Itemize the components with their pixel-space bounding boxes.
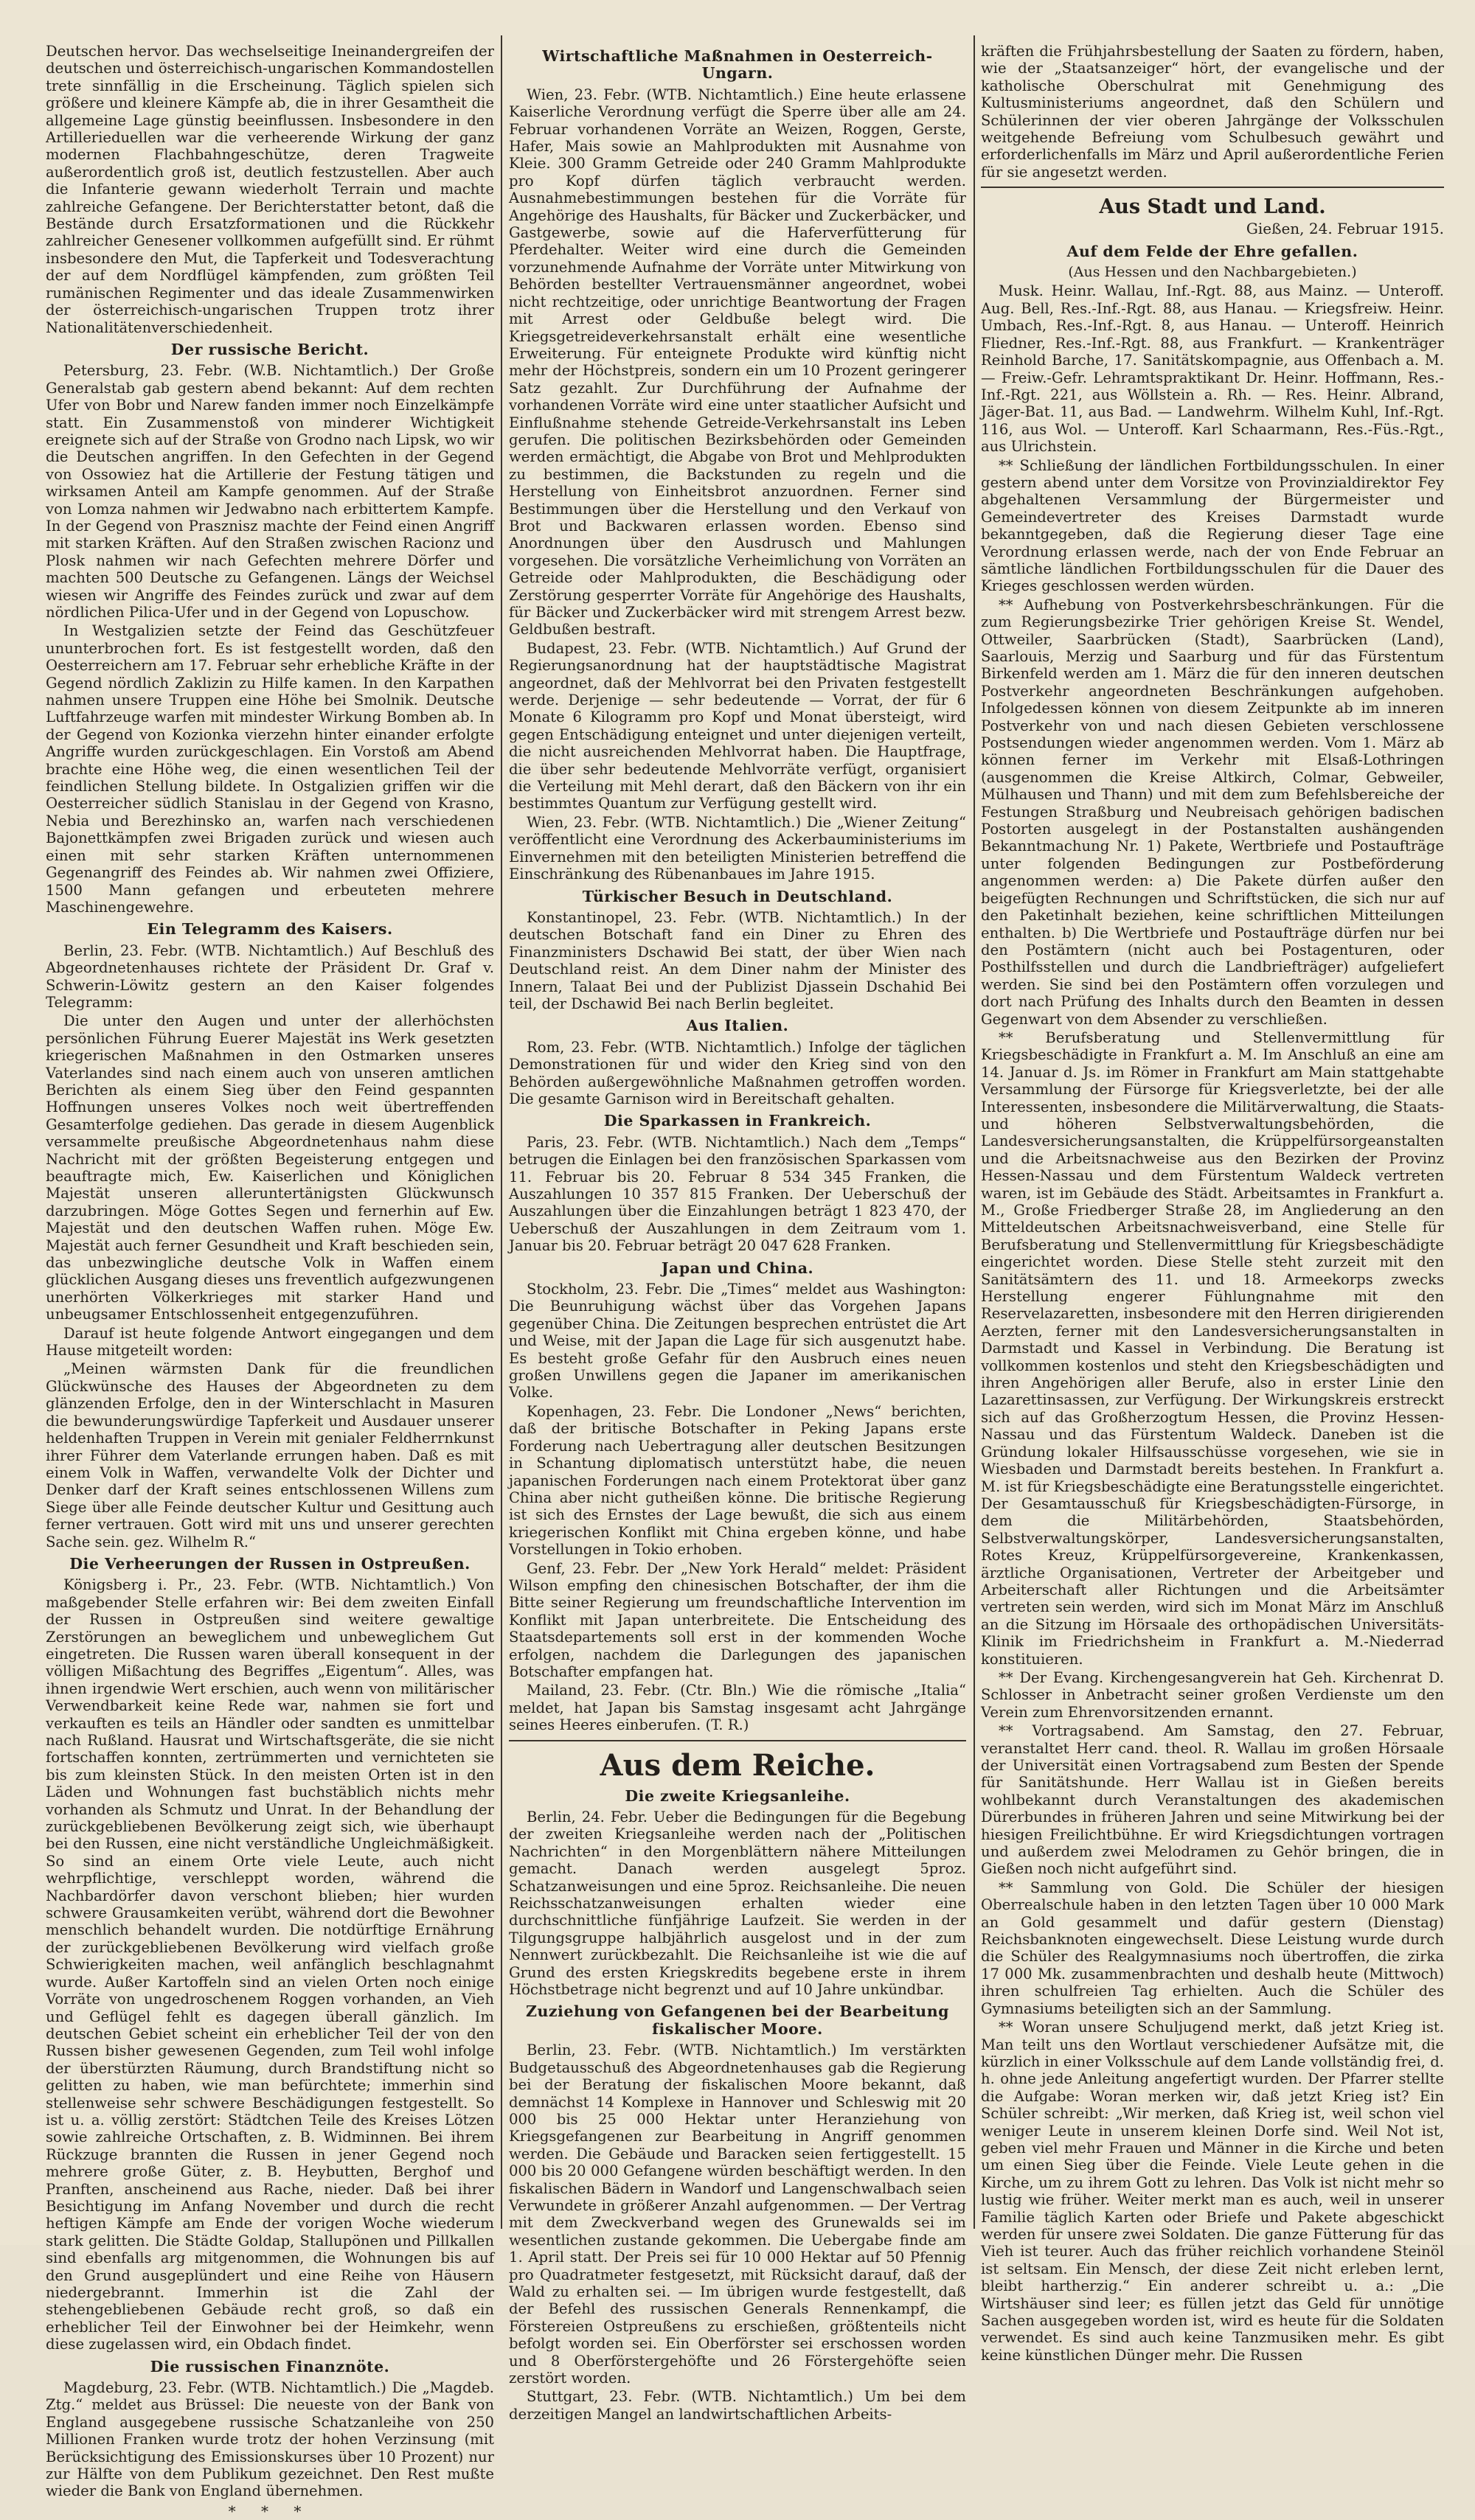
article-paragraph: Wien, 23. Febr. (WTB. Nichtamtlich.) Eine heute erlassene Kaiserliche Verordnung verfügt die Sperre über alle am 24. Februar vorhandenen Vorräte an Weizen, Roggen, Gerste, Hafer, Mais sowie an Mahlprodukten mit Ausnahme von Kleie. 300 Gramm Getreide oder 240 Gramm Mahlprodukte pro Kopf dürfen täglich verbraucht werden. Ausnahmebestimmungen bestehen für die Vorräte für Angehörige des Haushalts, für Bäcker und Zuckerbäcker, und Gastgewerbe, sowie auf die Haferverfütterung für Pferdehalter. Weiter wird eine durch die Gemeinden vorzunehmende Aufnahme der Vorräte unter Mitwirkung von Behörden bestellter Vertrauensmänner angeordnet, wobei nicht rechtzeitige, oder unrichtige Beantwortung der Fragen mit Arrest oder Geldbuße belegt wird. Die Kriegsgetreideverkehrsanstalt erhält eine wesentliche Erweiterung. Für enteignete Produkte wird künftig nicht mehr der Höchstpreis, sondern ein um 10 Prozent geringerer Satz gezahlt. Zur Durchführung der Aufnahme der vorhandenen Vorräte wird eine unter staatlicher Aufsicht und Einflußnahme stehende Getreide-Verkehrsanstalt ins Leben gerufen. Die politischen Bezirksbehörden oder Gemeinden werden ermächtigt, die Abgabe von Brot und Mehlprodukten zu bestimmen, die Backstunden zu regeln und die Herstellung von Einheitsbrot anzuordnen. Ferner sind Bestimmungen über die Herstellung und den Verkauf von Brot und Backwaren erlassen worden. Ebenso sind Anordnungen über den Ausdrusch und Mahlungen vorgesehen. Die vorsätzliche Verheimlichung von Vorräten an Getreide oder Mahlprodukten, die Beschädigung oder Zerstörung gesperrter Vorräte für Angehörige des Haushalts, für Bäcker und Zuckerbäcker wird mit strengem Arrest bezw. Geldbußen bestraft. [509,86,966,638]
article-heading: Japan und China. [661,1259,814,1277]
column-rule [974,35,975,2229]
article-paragraph: Darauf ist heute folgende Antwort eingegangen und dem Hause mitgeteilt worden: [46,1324,494,1360]
article-paragraph: Musk. Heinr. Wallau, Inf.-Rgt. 88, aus Mainz. — Unteroff. Aug. Bell, Res.-Inf.-Rgt. 88, aus Hanau. — Kriegsfreiw. Heinr. Umbach, Res.-Inf.-Rgt. 8, aus Hanau. — Unteroff. Heinrich Fliedner, Res.-Inf.-Rgt. 88, aus Frankfurt. — Krankenträger Reinhold Barche, 17. Sanitätskompagnie, aus Offenbach a. M. — Freiw.-Gefr. Lehramtspraktikant Dr. Heinr. Hoffmann, Res.-Inf.-Rgt. 221, aus Wöllstein a. Rh. — Res. Heinr. Albrand, Jäger-Bat. 11, aus Bad. — Landwehrm. Wilhelm Kuhl, Inf.-Rgt. 116, aus Wol. — Unteroff. Karl Schaarmann, Res.-Füs.-Rgt., aus Ulrichstein. [981,282,1444,456]
section-divider [981,187,1444,188]
article-paragraph: Wien, 23. Febr. (WTB. Nichtamtlich.) Die „Wiener Zeitung“ veröffentlicht eine Verordnung des Ackerbauministeriums im Einvernehmen mit den beteiligten Ministerien betreffend die Einschränkung des Rübenanbaues im Jahre 1915. [509,813,966,883]
column-2 [509,43,966,2423]
article-paragraph: In Westgalizien setzte der Feind das Geschützfeuer ununterbrochen fort. Es ist festgestellt worden, daß den Oesterreichern am 17. Februar sehr erhebliche Kräfte in der Gegend nördlich Zaklizin zu Hilfe kamen. In den Karpathen nahmen unsere Truppen eine Höhe bei Smolnik. Deutsche Luftfahrzeuge warfen mit mindester Wirkung Bomben ab. In der Gegend von Kozionka vierzehn hinter einander erfolgte Angriffe wurden zurückgeschlagen. Ein Vorstoß am Abend brachte eine Höhe weg, die einen wesentlichen Teil der feindlichen Stellung bildete. In Ostgalizien griffen wir die Oesterreicher südlich Stanislau in der Gegend von Krasno, Nebia und Berezhinsko an, warfen nach verschiedenen Bajonettkämpfen zwei Brigaden zurück und wiesen auch einen mit sehr starken Kräften unternommenen Gegenangriff des Feindes ab. Wir nahmen zwei Offiziere, 1500 Mann gefangen und erbeuteten mehrere Maschinengewehre. [46,622,494,916]
article-paragraph: ** Sammlung von Gold. Die Schüler der hiesigen Oberrealschule haben in den letzten Tagen über 10 000 Mark an Gold gesammelt und dafür gestern (Dienstag) Reichsbanknoten eingewechselt. Diese Leistung wurde durch die Schüler des Realgymnasiums noch übertroffen, die zirka 17 000 Mk. zusammenbrachten und deshalb heute (Mittwoch) ihren schulfreien Tag erhielten. Auch die Schüler des Gymnasiums beteiligten sich an der Sammlung. [981,1879,1444,2017]
article-paragraph: „Meinen wärmsten Dank für die freundlichen Glückwünsche des Hauses der Abgeordneten zu dem glänzenden Erfolge, den in der Winterschlacht in Masuren die bewunderungswürdige Tapferkeit und Ausdauer unserer heldenhaften Truppen in Verein mit genialer Feldherrnkunst ihrer Führer dem Vaterlande errungen haben. Daß es mit einem Volk in Waffen, verwandelte Volk der Dichter und Denker darf der Kraft seines entschlossenen Willens zum Siege über alle Feinde deutscher Kultur und Gesittung auch ferner vertrauen. Gott wird mit uns und unserer gerechten Sache sein. gez. Wilhelm R.“ [46,1360,494,1550]
article-paragraph: Mailand, 23. Febr. (Ctr. Bln.) Wie die römische „Italia“ meldet, hat Japan bis Samstag insgesamt acht Jahrgänge seines Heeres einberufen. (T. R.) [509,1682,966,1734]
column-3 [981,43,1444,2364]
article-paragraph: Stuttgart, 23. Febr. (WTB. Nichtamtlich.) Um bei dem derzeitigen Mangel an landwirtschaftlichen Arbeits- [509,2388,966,2423]
article-paragraph: Genf, 23. Febr. Der „New York Herald“ meldet: Präsident Wilson empfing den chinesischen Botschafter, der ihm die Bitte seiner Regierung um freundschaftliche Intervention im Konflikt mit Japan unterbreitete. Die Entscheidung des Staatsdepartements soll erst in der kommenden Woche erfolgen, nachdem die Darlegungen des japanischen Botschafter empfangen hat. [509,1559,966,1680]
section-divider [509,1740,966,1741]
article-heading: Die Sparkassen in Frankreich. [603,1112,872,1130]
article-paragraph: Stockholm, 23. Febr. Die „Times“ meldet aus Washington: Die Beunruhigung wächst über das Vorgehen Japans gegenüber China. Die Zeitungen besprechen entrüstet die Art und Weise, mit der Japan die Lage für sich ausgenutzt habe. Es besteht große Gefahr für den Ausbruch eines neuen großen Unwillens gegen die Japaner im amerikanischen Volke. [509,1281,966,1402]
article-heading: Die Verheerungen der Russen in Ostpreußen. [69,1554,471,1573]
article-paragraph: Budapest, 23. Febr. (WTB. Nichtamtlich.) Auf Grund der Regierungsanordnung hat der hauptstädtische Magistrat angeordnet, daß der Mehlvorrat bei den Privaten festgestellt werde. Derjenige — sehr bedeutende — Vorrat, der für 6 Monate 6 Kilogramm pro Kopf und Monat übersteigt, wird gegen Entschädigung enteignet und unter diejenigen verteilt, die nicht ausreichenden Mehlvorrat haben. Die Hauptfrage, die über sehr bedeutende Mehlvorräte verfügt, organisiert die Verteilung mit Mehl derart, daß den Bäckern von ihr ein bestimmtes Quantum zur Verfügung gestellt wird. [509,639,966,812]
article-paragraph: Königsberg i. Pr., 23. Febr. (WTB. Nichtamtlich.) Von maßgebender Stelle erfahren wir: Bei dem zweiten Einfall der Russen in Ostpreußen sind weitere gewaltige Zerstörungen an beweglichem und unbeweglichem Gut eingetreten. Die Russen waren überall konsequent in der völligen Mißachtung des Begriffes „Eigentum“. Alles, was ihnen irgendwie Wert erschien, auch wenn von militärischer Verwendbarkeit keine Rede war, nahmen sie fort und verkauften es teils an Händler oder sandten es unmittelbar nach Rußland. Hausrat und Wirtschaftsgeräte, die sie nicht fortschaffen konnten, zertrümmerten und vernichteten sie bis zum kleinsten Stück. In den meisten Orten ist in den Läden und Wohnungen fast buchstäblich nichts mehr vorhanden als Schmutz und Unrat. In der Behandlung der zurückgebliebenen Bevölkerung zeigt sich, wie überhaupt bei den Russen, eine nicht verständliche Ungleichmäßigkeit. So sind an einem Orte viele Leute, auch nicht wehrpflichtige, verschleppt worden, während die Nachbardörfer davon verschont blieben; hier wurden schwere Grausamkeiten verübt, während dort die Bewohner menschlich behandelt wurden. Die notdürftige Ernährung der zurückgebliebenen Bevölkerung wird vielfach große Schwierigkeiten machen, weil anfänglich beschlagnahmt wurde. Außer Kartoffeln sind an vielen Orten noch einige Vorräte von ungedroschenem Roggen vorhanden, an Vieh und Geflügel fehlt es dagegen überall gänzlich. Im deutschen Gebiet scheint ein erheblicher Teil der von den Russen bisher gewesenen Gegenden, zum Teil wohl infolge der überstürzten Räumung, durch Brandstiftung nicht so gelitten zu haben, wie man befürchtete; immerhin sind stellenweise sehr schwere Beschädigungen festgestellt. So ist u. a. völlig zerstört: Städtchen Teile des Kreises Lötzen sowie zahlreiche Ortschaften, z. B. Widminnen. Bei ihrem Rückzuge brannten die Russen in jener Gegend noch mehrere große Güter, z. B. Heybutten, Berghof und Pranften, anscheinend aus Rache, nieder. Daß bei ihrer Besichtigung im Anfang November und durch die recht heftigen Kämpfe am Ende der vorigen Woche wiederum stark gelitten. Die Städte Goldap, Stallupönen und Pillkallen sind ebenfalls arg mitgenommen, die Wohnungen bis auf den Grund ausgeplündert und eine Reihe von Häusern niedergebrannt. Immerhin ist die Zahl der stehengebliebenen Gebäude recht groß, so daß ein erheblicher Teil der Einwohner bei der Heimkehr, wenn diese zugelassen wird, ein Obdach findet. [46,1576,494,2353]
article-heading: Wirtschaftliche Maßnahmen in Oesterreich-Ungarn. [542,47,933,83]
article-paragraph: ** Vortragsabend. Am Samstag, den 27. Februar, veranstaltet Herr cand. theol. R. Wallau im großen Hörsaale der Universität einen Vortragsabend zum Besten der Spende für Sanitätshunde. Herr Wallau ist in Gießen bereits wohlbekannt durch Veranstaltungen des akademischen Dürerbundes in früheren Jahren und seine Mitwirkung bei der hiesigen Freilichtbühne. Er wird Kriegsdichtungen vortragen und außerdem zwei Melodramen zu Gehör bringen, die in Gießen noch nicht aufgeführt sind. [981,1722,1444,1878]
article-paragraph: Die unter den Augen und unter der allerhöchsten persönlichen Führung Euerer Majestät ins Werk gesetzten kriegerischen Maßnahmen in den Ostmarken unseres Vaterlandes sind nach einem auch von unseren amtlichen Berichten als einem Sieg über den Feind gespannten Hoffnungen unseres Volkes noch weit übertreffenden Gesamterfolge gediehen. Das gerade in diesem Augenblick versammelte preußische Abgeordnetenhaus nahm diese Nachricht mit der größten Begeisterung entgegen und beauftragte mich, Ew. Kaiserlichen und Königlichen Majestät unseren alleruntertänigsten Glückwunsch darzubringen. Möge Gottes Segen und fernerhin auf Ew. Majestät und den deutschen Waffen ruhen. Möge Ew. Majestät auch ferner Gesundheit und Kraft beschieden sein, das unbezwingliche deutsche Volk in Waffen einem glücklichen Ausgang dieses uns freventlich aufgezwungenen unerhörten Völkerkrieges mit starker Hand und unbeugsamer Entschlossenheit entgegenzuführen. [46,1012,494,1323]
article-paragraph: ** Schließung der ländlichen Fortbildungsschulen. In einer gestern abend unter dem Vorsitze von Provinzialdirektor Fey abgehaltenen Versammlung der Bürgermeister und Gemeindevertreter des Kreises Darmstadt wurde bekanntgegeben, daß die Regierung dieser Tage eine Verordnung erlassen werde, nach der von Ende Februar an sämtliche ländlichen Fortbildungsschulen für die Dauer des Krieges geschlossen werden würden. [981,456,1444,595]
article-paragraph: Deutschen hervor. Das wechselseitige Ineinandergreifen der deutschen und österreichisch-ungarischen Kommandostellen trete sinnfällig in die Erscheinung. Täglich spielen sich größere und kleinere Kämpfe ab, die in ihrer Gesamtheit die allgemeine Lage günstig beeinflussen. Insbesondere in den Artillerieduellen war die verheerende Wirkung der ganz modernen Flachbahngeschütze, deren Tragweite außerordentlich groß ist, deutlich festzustellen. Aber auch die Infanterie gewann wiederholt Terrain und machte zahlreiche Gefangene. Der Berichterstatter betont, daß die Bestände durch Ersatzformationen und die Rückkehr zahlreicher Genesener vollkommen aufgefüllt sind. Er rühmt insbesondere den Mut, die Tapferkeit und Todesverachtung der auf dem Nordflügel kämpfenden, zum größten Teil rumänischen Regimenter und das ideale Zusammenwirken der österreichisch-ungarischen Truppen trotz ihrer Nationalitätenverschiedenheit. [46,43,494,336]
article-paragraph: Berlin, 23. Febr. (WTB. Nichtamtlich.) Im verstärkten Budgetausschuß des Abgeordnetenhauses gab die Regierung bei der Beratung der fiskalischen Moore bekannt, daß demnächst 14 Komplexe in Hannover und Schleswig mit 20 000 bis 25 000 Hektar unter Heranziehung von Kriegsgefangenen zur Bearbeitung in Angriff genommen werden. Die Gebäude und Baracken seien fertiggestellt. 15 000 bis 20 000 Gefangene würden beschäftigt werden. In den fiskalischen Bädern in Wandorf und Langenschwalbach seien Verwundete in größerer Anzahl aufgenommen. — Der Vertrag mit dem Zweckverband wegen des Grunewalds sei im wesentlichen zustande gekommen. Die Uebergabe finde am 1. April statt. Der Preis sei für 10 000 Hektar auf 50 Pfennig pro Quadratmeter festgesetzt, mit Rücksicht darauf, daß der Wald zu erhalten sei. — Im übrigen wurde festgestellt, daß der Befehl des russischen Generals Rennenkampf, die Förstereien Ostpreußens zu erschießen, größtenteils nicht befolgt worden sei. Ein Oberförster sei erschossen worden und 8 Oberförstergehöfte und 26 Förstergehöfte seien zerstört worden. [509,2042,966,2387]
dateline: Gießen, 24. Februar 1915. [1246,220,1444,238]
article-heading: Zuziehung von Gefangenen bei der Bearbeitung fiskalischer Moore. [526,2002,949,2038]
article-paragraph: Rom, 23. Febr. (WTB. Nichtamtlich.) Infolge der täglichen Demonstrationen für und wider den Krieg sind von den Behörden außergewöhnliche Maßnahmen getroffen worden. Die gesamte Garnison wird in Bereitschaft gehalten. [509,1038,966,1107]
article-paragraph: ** Aufhebung von Postverkehrsbeschränkungen. Für die zum Regierungsbezirke Trier gehörigen Kreise St. Wendel, Ottweiler, Saarbrücken (Stadt), Saarbrücken (Land), Saarlouis, Merzig und Saarburg und für das Fürstentum Birkenfeld werden am 1. März die für den inneren deutschen Postverkehr angeordneten Beschränkungen aufgehoben. Infolgedessen können von diesem Zeitpunkte ab im inneren Postverkehr von und nach diesen Gebieten verschlossene Postsendungen wieder angenommen werden. Vom 1. März ab können ferner im Verkehr mit Elsaß-Lothringen (ausgenommen die Kreise Altkirch, Colmar, Gebweiler, Mülhausen und Thann) und mit dem zum Befehlsbereiche der Festungen Straßburg und Neubreisach gehörigen badischen Postorten ausgelegt in der Postanstalten aushängenden Bekanntmachung Nr. 1) Pakete, Wertbriefe und Postaufträge unter folgenden Bedingungen zur Postbeförderung angenommen werden: a) Die Pakete dürfen außer den beigefügten Rechnungen und Schriftstücken, die sich nur auf den Paketinhalt beziehen, keine schriftlichen Mitteilungen enthalten. b) Die Wertbriefe und Postaufträge dürfen nur bei den Postämtern (nicht auch bei Postagenturen, oder Posthilfsstellen und durch die Landbriefträger) aufgeliefert werden. Sie sind bei den Postämtern offen vorzulegen und dort nach Prüfung des Inhalts durch den Beamten in dessen Gegenwart von dem Absender zu verschließen. [981,596,1444,1028]
article-heading: Der russische Bericht. [170,340,369,358]
article-paragraph: Berlin, 24. Febr. Ueber die Bedingungen für die Begebung der zweiten Kriegsanleihe werden nach der „Politischen Nachrichten“ in den Morgenblättern nähere Mitteilungen gemacht. Danach werden ausgelegt 5proz. Schatzanweisungen und eine 5proz. Reichsanleihe. Die neuen Reichsschatzanweisungen erhalten wieder eine durchschnittliche fünfjährige Laufzeit. Sie werden in der Tilgungsgruppe halbjährlich ausgelost und in der zum Nennwert zurückbezahlt. Die Reichsanleihe ist wie die auf Grund des ersten Kriegskredits begebene erste in ihrem Höchstbetrage nicht begrenzt und auf 10 Jahre unkündbar. [509,1809,966,1999]
article-paragraph: Petersburg, 23. Febr. (W.B. Nichtamtlich.) Der Große Generalstab gab gestern abend bekannt: Auf dem rechten Ufer von Bobr und Narew fanden immer noch Einzelkämpfe statt. Ein Zusammenstoß von minderer Wichtigkeit ereignete sich auf der Straße von Grodno nach Lipsk, wo wir die Deutschen angriffen. In den Gefechten in der Gegend von Ossowiez hat die Artillerie der Festung tätigen und wirksamen Anteil am Kampfe genommen. Auf der Straße von Lomza nahmen wir Jedwabno nach erbittertem Kampfe. In der Gegend von Prasznisz machte der Feind einen Angriff mit starken Kräften. Auf den Straßen zwischen Racionz und Plosk nahmen wir nach Gefechten mehrere Dörfer und machten 500 Deutsche zu Gefangenen. Längs der Weichsel wiesen wir Angriffe des Feindes zurück und zwar auf dem nördlichen Pilica-Ufer und in der Gegend von Lopuschow. [46,362,494,621]
article-paragraph: ** Woran unsere Schuljugend merkt, daß jetzt Krieg ist. Man teilt uns den Wortlaut verschiedener Aufsätze mit, die kürzlich in einer Volksschule auf dem Lande vollständig frei, d. h. ohne jede Anleitung angefertigt wurden. Der Pfarrer stellte die Aufgabe: Woran merken wir, daß jetzt Krieg ist? Ein Schüler schreibt: „Wir merken, daß Krieg ist, weil schon viel weniger Leute in unserem kleinen Dorfe sind. Weil Not ist, geben viel mehr Frauen und Männer in die Kirche und beten um einen Sieg über die Feinde. Viele Leute gehen in die Kirche, um zu ihrem Gott zu lehren. Das Volk ist nicht mehr so lustig wie früher. Weiter merkt man es auch, weil in unserer Familie täglich Karten oder Briefe und Pakete abgeschickt werden für unsere zwei Soldaten. Die ganze Fütterung für das Vieh ist teurer. Auch das früher reichlich vorhandene Steinöl ist seltsam. Ein Mensch, der diese Zeit nicht erleben lernt, bleibt hartherzig.“ Ein anderer schreibt u. a.: „Die Wirtshäuser sind leer; es füllen jetzt das Geld für unnötige Sachen ausgegeben worden ist, wird es heute für die Soldaten verwendet. Es sind auch keine Tanzmusiken mehr. Es gibt keine künstlichen Dünger mehr. Die Russen [981,2019,1444,2364]
article-paragraph: Paris, 23. Febr. (WTB. Nichtamtlich.) Nach dem „Temps“ betrugen die Einlagen bei den französischen Sparkassen vom 11. Februar bis 20. Februar 8 534 345 Franken, die Auszahlungen 10 357 815 Franken. Der Ueberschuß der Auszahlungen über die Einzahlungen beträgt 1 823 470, der Ueberschuß der Auszahlungen in dem Zeitraum vom 1. Januar bis 20. Februar beträgt 20 047 628 Franken. [509,1133,966,1255]
section-title: Aus dem Reiche. [600,1747,875,1783]
article-subheading: (Aus Hessen und den Nachbargebieten.) [1068,264,1357,281]
column-rule [501,35,502,2229]
article-heading: Türkischer Besuch in Deutschland. [582,887,893,905]
section-separator: * * * [228,2502,312,2520]
article-heading: Die russischen Finanznöte. [150,2357,390,2375]
article-heading: Die zweite Kriegsanleihe. [625,1786,850,1805]
section-title: Aus Stadt und Land. [1099,195,1326,219]
article-paragraph: Magdeburg, 23. Febr. (WTB. Nichtamtlich.) Die „Magdeb. Ztg.“ meldet aus Brüssel: Die neueste von der Bank von England ausgegebene russische Schatzanleihe von 250 Millionen Franken wurde trotz der hohen Verzinsung (mit Berücksichtigung des Emissionskurses über 10 Prozent) nur zur Hälfte von dem Publikum gezeichnet. Den Rest mußte wieder die Bank von England übernehmen. [46,2379,494,2500]
article-paragraph: Berlin, 23. Febr. (WTB. Nichtamtlich.) Auf Beschluß des Abgeordnetenhauses richtete der Präsident Dr. Graf v. Schwerin-Löwitz gestern an den Kaiser folgendes Telegramm: [46,941,494,1011]
article-paragraph: ** Berufsberatung und Stellenvermittlung für Kriegsbeschädigte in Frankfurt a. M. Im Anschluß an eine am 14. Januar d. Js. im Römer in Frankfurt am Main stattgehabte Versammlung der Fürsorge für Kriegsverletzte, bei der alle Interessenten, insbesondere die Militärverwaltung, die Staats- und höheren Selbstverwaltungsbehörden, die Landesversicherungsanstalten, die Krüppelfürsorgeanstalten und die Arbeitsnachweise aus den Bezirken der Provinz Hessen-Nassau und dem Fürstentum Waldeck vertreten waren, ist im Gebäude des Städt. Arbeitsamtes in Frankfurt a. M., Große Friedberger Straße 28, im Angliederung an den Mitteldeutschen Arbeitsnachweisverband, eine Stelle für Berufsberatung und Stellenvermittlung für Kriegsbeschädigte eingerichtet worden. Diese Stelle steht zurzeit mit den Sanitätsämtern des 11. und 18. Armeekorps zwecks Herstellung engerer Fühlungnahme mit den Reservelazaretten, insbesondere mit den Herren dirigierenden Aerzten, ferner mit den Landesversicherungsanstalten in Darmstadt und Kassel in Verbindung. Die Beratung ist vollkommen kostenlos und steht den Kriegsbeschädigten und ihren Angehörigen aller Berufe, also in erster Linie den Lazarettinsassen, zur Verfügung. Der Wirkungskreis erstreckt sich auf das Großherzogtum Hessen, die Provinz Hessen-Nassau und das Fürstentum Waldeck. Daneben ist die Gründung lokaler Hilfsausschüsse vorgesehen, wie sie in Wiesbaden und Darmstadt bereits bestehen. In Frankfurt a. M. ist für Kriegsbeschädigte eine Beratungsstelle eingerichtet. Der Gesamtausschuß für Kriegsbeschädigten-Fürsorge, in dem die Militärbehörden, Staatsbehörden, Selbstverwaltungskörper, Landesversicherungsanstalten, Rotes Kreuz, Krüppelfürsorgevereine, Krankenkassen, ärztliche Organisationen, Vertreter der Arbeitgeber und Arbeiterschaft aller Richtungen und die Arbeitsämter vertreten sein werden, wird sich im Monat März im Anschluß an die Sitzung im Hörsaale des orthopädischen Universitäts-Klinik im Friedrichsheim in Frankfurt a. M.-Niederrad konstituieren. [981,1028,1444,1668]
article-heading: Auf dem Felde der Ehre gefallen. [1066,242,1358,260]
article-heading: Aus Italien. [686,1017,789,1035]
article-paragraph: Konstantinopel, 23. Febr. (WTB. Nichtamtlich.) In der deutschen Botschaft fand ein Diner zu Ehren des Finanzministers Dschawid Bei statt, der über Wien nach Deutschland reist. An dem Diner nahm der Minister des Innern, Talaat Bei und der Publizist Djassein Dschahid Bei teil, der Dschawid Bei nach Berlin begleitet. [509,908,966,1012]
article-paragraph: Kopenhagen, 23. Febr. Die Londoner „News“ berichten, daß der britische Botschafter in Peking Japans erste Forderung nach Uebertragung aller deutschen Besitzungen in Schantung diplomatisch unterstützt habe, die neuen japanischen Forderungen nach einem Protektorat über ganz China aber nicht gutheißen könne. Die britische Regierung ist sich des Ernstes der Lage bewußt, die sich aus einem kriegerischen Konflikt mit China ergeben könne, und habe Vorstellungen in Tokio erhoben. [509,1402,966,1559]
column-1 [46,43,494,2520]
article-paragraph: kräften die Frühjahrsbestellung der Saaten zu fördern, haben, wie der „Staatsanzeiger“ hört, der evangelische und der katholische Oberschulrat mit Genehmigung des Kultusministeriums angeordnet, daß den Schülern und Schülerinnen der vier oberen Jahrgänge der Volksschulen weitgehende Befreiung vom Schulbesuch gewährt und erforderlichenfalls im März und April außerordentliche Ferien für sie angesetzt werden. [981,43,1444,181]
article-heading: Ein Telegramm des Kaisers. [147,920,393,939]
article-paragraph: ** Der Evang. Kirchengesangverein hat Geh. Kirchenrat D. Schlosser in Anbetracht seiner großen Verdienste um den Verein zum Ehrenvorsitzenden ernannt. [981,1668,1444,1721]
